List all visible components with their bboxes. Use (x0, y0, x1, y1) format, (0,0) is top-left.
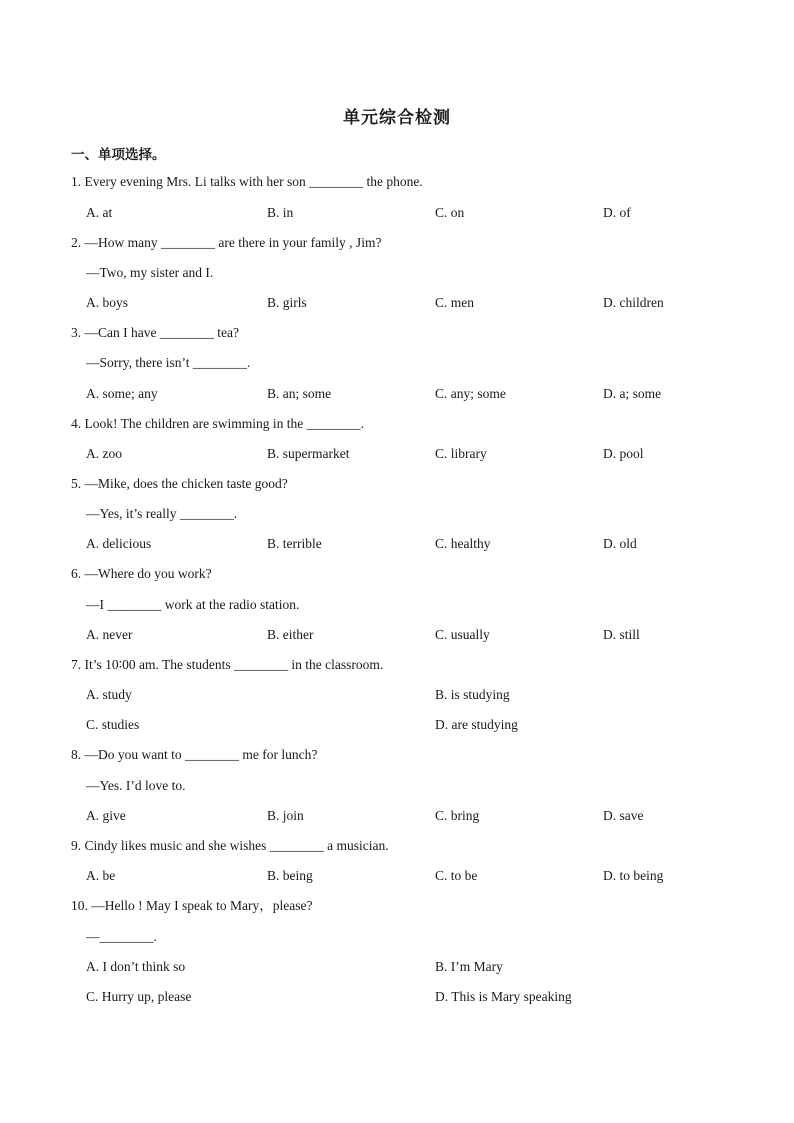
q4-option-d[interactable]: D. pool (603, 446, 644, 461)
q9-option-a[interactable]: A. be (86, 868, 116, 883)
q1-option-b[interactable]: B. in (267, 205, 294, 220)
q3-option-b[interactable]: B. an; some (267, 386, 332, 401)
question-5: 5. —Mike, does the chicken taste good? (71, 476, 288, 491)
q8-option-a[interactable]: A. give (86, 808, 126, 823)
question-8-response: —Yes. I’d love to. (86, 778, 186, 793)
q2-option-b[interactable]: B. girls (267, 295, 307, 310)
q2-option-a[interactable]: A. boys (86, 295, 129, 310)
question-2: 2. —How many ________ are there in your family , Jim? (71, 235, 382, 250)
question-8: 8. —Do you want to ________ me for lunch? (71, 747, 318, 762)
question-3: 3. —Can I have ________ tea? (71, 325, 239, 340)
q7-option-a[interactable]: A. study (86, 687, 132, 702)
question-6: 6. —Where do you work? (71, 566, 212, 581)
q9-option-b[interactable]: B. being (267, 868, 313, 883)
q2-option-c[interactable]: C. men (435, 295, 474, 310)
q10-option-d[interactable]: D. This is Mary speaking (435, 989, 572, 1004)
q5-option-b[interactable]: B. terrible (267, 536, 322, 551)
question-5-response: —Yes, it’s really ________. (86, 506, 238, 521)
question-7: 7. It’s 10∶00 am. The students ________ in the classroom. (71, 657, 384, 672)
question-1: 1. Every evening Mrs. Li talks with her son ________ the phone. (71, 174, 423, 189)
q7-option-b[interactable]: B. is studying (435, 687, 510, 702)
q8-option-d[interactable]: D. save (603, 808, 644, 823)
q10-option-b[interactable]: B. I’m Mary (435, 959, 503, 974)
q1-option-c[interactable]: C. on (435, 205, 465, 220)
q1-option-d[interactable]: D. of (603, 205, 631, 220)
page-title: 单元综合检测 (343, 108, 451, 128)
q7-option-c[interactable]: C. studies (86, 717, 140, 732)
q6-option-b[interactable]: B. either (267, 627, 314, 642)
q6-option-c[interactable]: C. usually (435, 627, 490, 642)
q4-option-a[interactable]: A. zoo (86, 446, 122, 461)
q1-option-a[interactable]: A. at (86, 205, 113, 220)
q8-option-c[interactable]: C. bring (435, 808, 480, 823)
q4-option-c[interactable]: C. library (435, 446, 487, 461)
q5-option-a[interactable]: A. delicious (86, 536, 152, 551)
q8-option-b[interactable]: B. join (267, 808, 304, 823)
q5-option-d[interactable]: D. old (603, 536, 637, 551)
q6-option-a[interactable]: A. never (86, 627, 133, 642)
q4-option-b[interactable]: B. supermarket (267, 446, 350, 461)
section-heading: 一、单项选择。 (71, 147, 166, 163)
q5-option-c[interactable]: C. healthy (435, 536, 491, 551)
question-10: 10. —Hello ! May I speak to Mary，please? (71, 898, 313, 913)
question-3-response: —Sorry, there isn’t ________. (86, 355, 251, 370)
question-4: 4. Look! The children are swimming in the ________. (71, 416, 364, 431)
q10-option-c[interactable]: C. Hurry up, please (86, 989, 192, 1004)
q7-option-d[interactable]: D. are studying (435, 717, 518, 732)
q9-option-c[interactable]: C. to be (435, 868, 478, 883)
q3-option-d[interactable]: D. a; some (603, 386, 662, 401)
question-2-response: —Two, my sister and I. (86, 265, 214, 280)
q9-option-d[interactable]: D. to being (603, 868, 664, 883)
question-9: 9. Cindy likes music and she wishes ________ a musician. (71, 838, 389, 853)
q3-option-c[interactable]: C. any; some (435, 386, 506, 401)
question-6-response: —I ________ work at the radio station. (86, 597, 300, 612)
q6-option-d[interactable]: D. still (603, 627, 640, 642)
q2-option-d[interactable]: D. children (603, 295, 664, 310)
question-10-response: —________. (86, 929, 157, 944)
q10-option-a[interactable]: A. I don’t think so (86, 959, 186, 974)
q3-option-a[interactable]: A. some; any (86, 386, 158, 401)
